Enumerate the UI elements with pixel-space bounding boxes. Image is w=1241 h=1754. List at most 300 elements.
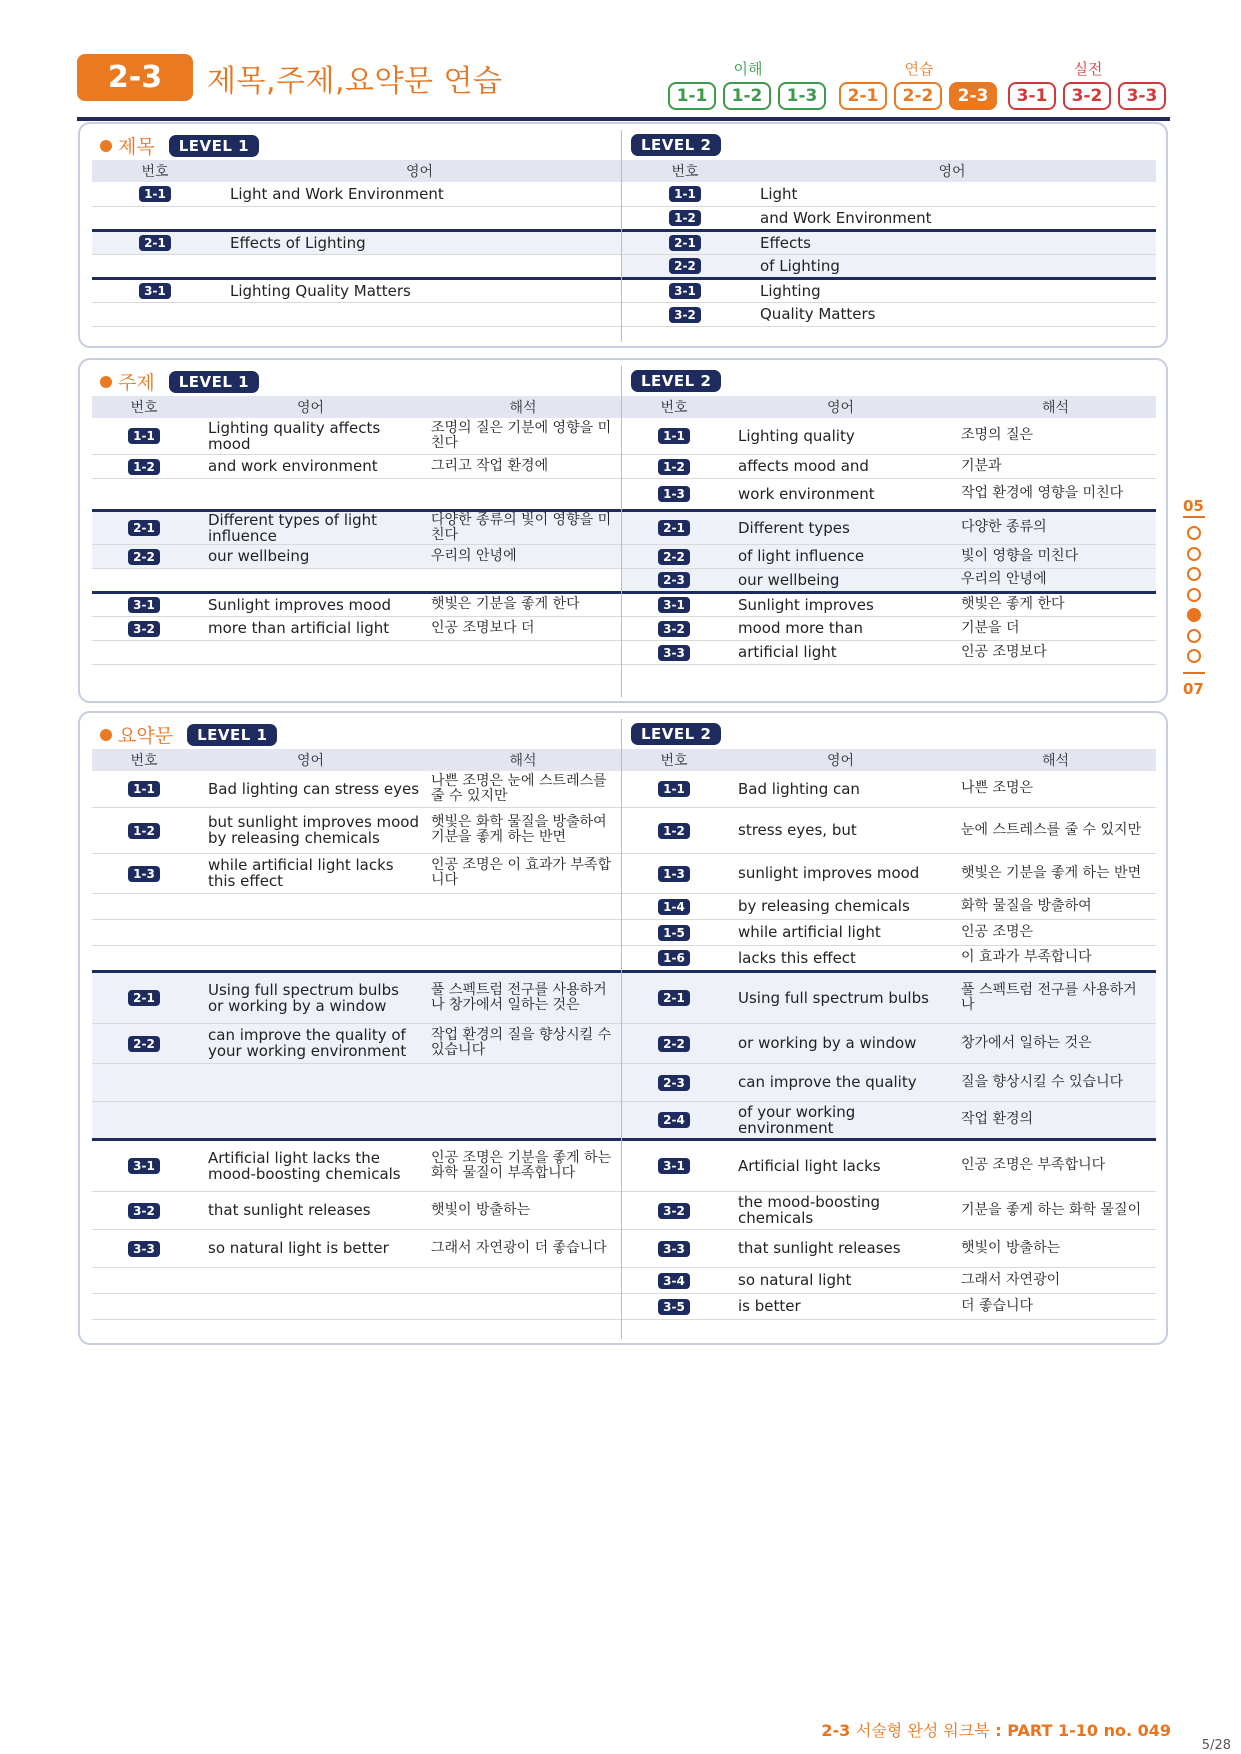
table-row — [92, 1267, 621, 1293]
row-number-badge: 2-1 — [669, 235, 701, 251]
korean-translation: 햇빛이 방출하는 — [425, 1191, 621, 1229]
table-row — [622, 640, 1156, 664]
korean-translation — [425, 1063, 621, 1101]
nav-tab-1-1[interactable]: 1-1 — [668, 82, 716, 110]
row-number-cell — [92, 893, 196, 919]
row-number-cell — [92, 418, 196, 454]
side-nav-bar — [1183, 516, 1205, 518]
english-text: our wellbeing — [196, 544, 425, 568]
english-text — [196, 945, 425, 971]
english-text: artificial light — [726, 640, 955, 664]
footer-part: : PART 1-10 no. 049 — [995, 1721, 1171, 1740]
row-number-cell — [92, 1023, 196, 1063]
korean-translation: 작업 환경의 — [955, 1101, 1156, 1139]
table-row — [622, 893, 1156, 919]
row-number-badge: 1-3 — [658, 866, 690, 882]
row-number-cell — [92, 771, 196, 807]
table-row — [622, 206, 1156, 230]
row-number-cell — [622, 1023, 726, 1063]
english-text: so natural light — [726, 1267, 955, 1293]
korean-translation: 인공 조명은 이 효과가 부족합니다 — [425, 853, 621, 893]
korean-translation — [425, 1101, 621, 1139]
row-number-badge: 1-6 — [658, 950, 690, 966]
english-text: work environment — [726, 478, 955, 510]
row-number-cell — [622, 302, 748, 326]
korean-translation: 기분을 좋게 하는 화학 물질이 — [955, 1191, 1156, 1229]
english-text — [218, 206, 621, 230]
table-row — [622, 616, 1156, 640]
english-text: of Lighting — [748, 254, 1156, 278]
korean-translation — [425, 1267, 621, 1293]
table-row — [622, 302, 1156, 326]
table-row — [622, 544, 1156, 568]
row-number-cell — [92, 1229, 196, 1267]
row-number-badge: 3-3 — [128, 1241, 160, 1257]
row-number-badge: 3-1 — [658, 597, 690, 613]
column-header-num: 번호 — [92, 749, 196, 771]
korean-translation: 더 좋습니다 — [955, 1293, 1156, 1319]
table-row — [622, 1101, 1156, 1139]
row-number-cell — [622, 1101, 726, 1139]
english-text — [196, 1267, 425, 1293]
row-number-badge: 2-1 — [658, 990, 690, 1006]
footer-label — [821, 1718, 1171, 1741]
footer-book: 서술형 완성 워크북 — [855, 1721, 990, 1740]
english-text: of light influence — [726, 544, 955, 568]
english-text: Bad lighting can — [726, 771, 955, 807]
english-text — [196, 893, 425, 919]
row-number-badge: 2-1 — [139, 235, 171, 251]
theme-level2-header — [631, 370, 721, 392]
table-row — [92, 616, 621, 640]
row-number-cell — [92, 919, 196, 945]
korean-translation: 우리의 안녕에 — [425, 544, 621, 568]
row-number-cell — [92, 544, 196, 568]
english-text: stress eyes, but — [726, 807, 955, 853]
table-row — [92, 544, 621, 568]
column-header-num: 번호 — [622, 160, 748, 182]
side-nav-start: 05 — [1183, 497, 1204, 515]
korean-translation: 이 효과가 부족합니다 — [955, 945, 1156, 971]
row-number-cell — [92, 278, 218, 302]
row-number-cell — [622, 592, 726, 616]
english-text: but sunlight improves mood by releasing chemicals — [196, 807, 425, 853]
row-number-badge: 1-1 — [139, 186, 171, 202]
row-number-badge: 1-2 — [669, 210, 701, 226]
row-number-cell — [92, 1191, 196, 1229]
table-row — [622, 1139, 1156, 1191]
summary-level2-table — [622, 749, 1156, 1320]
row-number-cell — [622, 1293, 726, 1319]
korean-translation: 작업 환경에 영향을 미친다 — [955, 478, 1156, 510]
row-number-badge: 3-1 — [669, 283, 701, 299]
bullet-icon — [100, 729, 112, 741]
level1-badge: LEVEL 1 — [169, 135, 259, 157]
column-header-en: 영어 — [196, 749, 425, 771]
nav-tab-3-3[interactable]: 3-3 — [1118, 82, 1166, 110]
column-header-en: 영어 — [748, 160, 1156, 182]
row-number-cell — [92, 568, 196, 592]
table-row — [622, 1023, 1156, 1063]
column-header-en: 영어 — [726, 749, 955, 771]
table-row — [92, 853, 621, 893]
row-number-badge: 2-3 — [658, 1075, 690, 1091]
row-number-badge: 1-3 — [128, 866, 160, 882]
row-number-badge: 2-3 — [658, 572, 690, 588]
korean-translation: 나쁜 조명은 — [955, 771, 1156, 807]
level2-badge: LEVEL 2 — [631, 723, 721, 745]
korean-translation: 햇빛은 화학 물질을 방출하여 기분을 좋게 하는 반면 — [425, 807, 621, 853]
side-nav-end: 07 — [1183, 680, 1204, 698]
row-number-cell — [622, 616, 726, 640]
column-header-num: 번호 — [92, 160, 218, 182]
nav-tab-1-2[interactable]: 1-2 — [723, 82, 771, 110]
korean-translation: 우리의 안녕에 — [955, 568, 1156, 592]
table-row — [92, 478, 621, 510]
korean-translation: 인공 조명은 부족합니다 — [955, 1139, 1156, 1191]
side-nav-dot — [1187, 629, 1201, 643]
korean-translation: 풀 스펙트럼 전구를 사용하거나 — [955, 971, 1156, 1023]
row-number-badge: 3-2 — [128, 1203, 160, 1219]
row-number-cell — [622, 640, 726, 664]
row-number-cell — [622, 454, 726, 478]
korean-translation: 풀 스펙트럼 전구를 사용하거나 창가에서 일하는 것은 — [425, 971, 621, 1023]
english-text: affects mood and — [726, 454, 955, 478]
nav-tab-3-1[interactable]: 3-1 — [1008, 82, 1056, 110]
nav-tab-2-3[interactable]: 2-3 — [949, 82, 997, 110]
english-text: Light — [748, 182, 1156, 206]
table-row — [92, 1101, 621, 1139]
row-number-cell — [622, 254, 748, 278]
row-number-badge: 3-5 — [658, 1299, 690, 1315]
column-header-ko: 해석 — [425, 396, 621, 418]
row-number-cell — [622, 1229, 726, 1267]
english-text: the mood-boosting chemicals — [726, 1191, 955, 1229]
english-text — [196, 568, 425, 592]
english-text: of your working environment — [726, 1101, 955, 1139]
korean-translation: 그래서 자연광이 — [955, 1267, 1156, 1293]
row-number-badge: 1-1 — [658, 428, 690, 444]
table-row — [92, 418, 621, 454]
row-number-cell — [92, 1139, 196, 1191]
korean-translation: 창가에서 일하는 것은 — [955, 1023, 1156, 1063]
row-number-cell — [92, 1101, 196, 1139]
english-text — [218, 254, 621, 278]
english-text: Lighting quality — [726, 418, 955, 454]
row-number-cell — [92, 971, 196, 1023]
table-row — [92, 1139, 621, 1191]
english-text: while artificial light — [726, 919, 955, 945]
side-nav-dot — [1187, 526, 1201, 540]
title-level2-table — [622, 160, 1156, 327]
row-number-cell — [92, 182, 218, 206]
level2-badge: LEVEL 2 — [631, 134, 721, 156]
row-number-badge: 2-2 — [128, 549, 160, 565]
english-text: by releasing chemicals — [726, 893, 955, 919]
english-text: and work environment — [196, 454, 425, 478]
table-row — [622, 592, 1156, 616]
row-number-cell — [92, 1267, 196, 1293]
english-text — [196, 1293, 425, 1319]
table-row — [92, 206, 621, 230]
korean-translation — [425, 568, 621, 592]
english-text: and Work Environment — [748, 206, 1156, 230]
english-text: or working by a window — [726, 1023, 955, 1063]
side-nav-dot — [1187, 588, 1201, 602]
theme-section — [78, 358, 1168, 703]
column-header-ko: 해석 — [955, 749, 1156, 771]
table-row — [622, 454, 1156, 478]
korean-translation: 다양한 종류의 — [955, 510, 1156, 544]
row-number-cell — [92, 616, 196, 640]
english-text: that sunlight releases — [726, 1229, 955, 1267]
table-row — [622, 230, 1156, 254]
korean-translation: 햇빛은 기분을 좋게 한다 — [425, 592, 621, 616]
korean-translation: 질을 향상시킬 수 있습니다 — [955, 1063, 1156, 1101]
korean-translation — [425, 919, 621, 945]
row-number-badge: 3-3 — [658, 1241, 690, 1257]
korean-translation: 햇빛이 방출하는 — [955, 1229, 1156, 1267]
row-number-cell — [622, 278, 748, 302]
table-row — [92, 971, 621, 1023]
table-row — [92, 1023, 621, 1063]
table-row — [622, 418, 1156, 454]
row-number-badge: 1-3 — [658, 486, 690, 502]
bullet-icon — [100, 376, 112, 388]
korean-translation: 기분과 — [955, 454, 1156, 478]
table-row — [92, 510, 621, 544]
english-text: Effects of Lighting — [218, 230, 621, 254]
row-number-badge: 1-4 — [658, 899, 690, 915]
table-row — [622, 1229, 1156, 1267]
english-text: Bad lighting can stress eyes — [196, 771, 425, 807]
table-row — [92, 1063, 621, 1101]
row-number-badge: 2-4 — [658, 1112, 690, 1128]
table-row — [92, 302, 621, 326]
row-number-cell — [92, 302, 218, 326]
row-number-badge: 2-2 — [658, 549, 690, 565]
column-header-num: 번호 — [622, 749, 726, 771]
table-row — [92, 230, 621, 254]
section-name: 제목 — [118, 136, 155, 158]
side-nav-dot — [1187, 649, 1201, 663]
row-number-cell — [622, 945, 726, 971]
korean-translation: 그리고 작업 환경에 — [425, 454, 621, 478]
table-row — [622, 853, 1156, 893]
table-row — [92, 568, 621, 592]
footer-code: 2-3 — [821, 1721, 851, 1740]
table-row — [92, 945, 621, 971]
column-header-en: 영어 — [726, 396, 955, 418]
row-number-badge: 3-1 — [139, 283, 171, 299]
korean-translation: 눈에 스트레스를 줄 수 있지만 — [955, 807, 1156, 853]
korean-translation: 조명의 질은 기분에 영향을 미친다 — [425, 418, 621, 454]
table-row — [622, 1191, 1156, 1229]
row-number-badge: 3-2 — [669, 307, 701, 323]
row-number-cell — [622, 418, 726, 454]
row-number-badge: 2-1 — [658, 520, 690, 536]
row-number-cell — [622, 182, 748, 206]
korean-translation: 햇빛은 좋게 한다 — [955, 592, 1156, 616]
table-row — [92, 254, 621, 278]
korean-translation: 나쁜 조명은 눈에 스트레스를 줄 수 있지만 — [425, 771, 621, 807]
table-row — [92, 1293, 621, 1319]
korean-translation: 인공 조명보다 — [955, 640, 1156, 664]
row-number-cell — [622, 568, 726, 592]
english-text: more than artificial light — [196, 616, 425, 640]
row-number-cell — [92, 945, 196, 971]
row-number-cell — [92, 478, 196, 510]
table-row — [622, 510, 1156, 544]
english-text — [196, 919, 425, 945]
row-number-cell — [92, 206, 218, 230]
english-text — [196, 1101, 425, 1139]
row-number-cell — [622, 919, 726, 945]
row-number-cell — [92, 510, 196, 544]
title-section — [78, 122, 1168, 348]
row-number-cell — [622, 1139, 726, 1191]
level1-badge: LEVEL 1 — [169, 371, 259, 393]
bullet-icon — [100, 140, 112, 152]
row-number-badge: 3-2 — [658, 1203, 690, 1219]
row-number-cell — [622, 971, 726, 1023]
english-text: while artificial light lacks this effect — [196, 853, 425, 893]
table-row — [622, 807, 1156, 853]
korean-translation: 인공 조명은 — [955, 919, 1156, 945]
row-number-cell — [622, 771, 726, 807]
korean-translation — [425, 893, 621, 919]
row-number-badge: 1-2 — [128, 823, 160, 839]
korean-translation: 다양한 종류의 빛이 영향을 미친다 — [425, 510, 621, 544]
row-number-badge: 2-2 — [669, 258, 701, 274]
english-text: Effects — [748, 230, 1156, 254]
english-text: Light and Work Environment — [218, 182, 621, 206]
column-header-en: 영어 — [218, 160, 621, 182]
table-row — [622, 919, 1156, 945]
title-section-header — [100, 132, 259, 159]
side-nav-dot — [1187, 608, 1201, 622]
table-row — [622, 254, 1156, 278]
row-number-cell — [622, 1267, 726, 1293]
english-text — [196, 640, 425, 664]
english-text: Lighting Quality Matters — [218, 278, 621, 302]
title-level2-header — [631, 134, 721, 156]
row-number-cell — [92, 230, 218, 254]
korean-translation: 기분을 더 — [955, 616, 1156, 640]
summary-section-header — [100, 721, 277, 748]
row-number-cell — [92, 1293, 196, 1319]
korean-translation: 조명의 질은 — [955, 418, 1156, 454]
row-number-cell — [622, 807, 726, 853]
summary-level1-table — [92, 749, 621, 1320]
english-text: Sunlight improves mood — [196, 592, 425, 616]
lesson-badge: 2-3 — [77, 54, 193, 101]
page-number: 5/28 — [1201, 1738, 1231, 1753]
english-text: Different types of light influence — [196, 510, 425, 544]
table-row — [92, 278, 621, 302]
english-text — [196, 478, 425, 510]
nav-tab-2-2[interactable]: 2-2 — [894, 82, 942, 110]
nav-tab-2-1[interactable]: 2-1 — [839, 82, 887, 110]
row-number-cell — [92, 254, 218, 278]
nav-tab-1-3[interactable]: 1-3 — [778, 82, 826, 110]
table-row — [622, 1293, 1156, 1319]
theme-section-header — [100, 368, 259, 395]
table-row — [92, 1229, 621, 1267]
row-number-cell — [92, 640, 196, 664]
table-row — [92, 1191, 621, 1229]
summary-section — [78, 711, 1168, 1345]
row-number-badge: 2-2 — [128, 1036, 160, 1052]
english-text: mood more than — [726, 616, 955, 640]
english-text: can improve the quality of your working environment — [196, 1023, 425, 1063]
korean-translation: 인공 조명보다 더 — [425, 616, 621, 640]
row-number-cell — [622, 893, 726, 919]
column-header-ko: 해석 — [425, 749, 621, 771]
row-number-cell — [92, 807, 196, 853]
summary-level2-header — [631, 723, 721, 745]
english-text: Using full spectrum bulbs or working by a window — [196, 971, 425, 1023]
row-number-cell — [622, 230, 748, 254]
english-text: our wellbeing — [726, 568, 955, 592]
title-level1-table — [92, 160, 621, 327]
table-row — [622, 182, 1156, 206]
level2-badge: LEVEL 2 — [631, 370, 721, 392]
korean-translation: 인공 조명은 기분을 좋게 하는 화학 물질이 부족합니다 — [425, 1139, 621, 1191]
row-number-badge: 3-1 — [128, 1158, 160, 1174]
theme-level2-table — [622, 396, 1156, 665]
korean-translation: 그래서 자연광이 더 좋습니다 — [425, 1229, 621, 1267]
korean-translation: 햇빛은 기분을 좋게 하는 반면 — [955, 853, 1156, 893]
english-text: Using full spectrum bulbs — [726, 971, 955, 1023]
row-number-badge: 3-3 — [658, 645, 690, 661]
english-text: Lighting quality affects mood — [196, 418, 425, 454]
table-row — [92, 640, 621, 664]
row-number-cell — [92, 592, 196, 616]
row-number-badge: 2-1 — [128, 990, 160, 1006]
theme-level1-table — [92, 396, 621, 665]
english-text: that sunlight releases — [196, 1191, 425, 1229]
table-row — [622, 971, 1156, 1023]
english-text: sunlight improves mood — [726, 853, 955, 893]
column-header-ko: 해석 — [955, 396, 1156, 418]
nav-tab-3-2[interactable]: 3-2 — [1063, 82, 1111, 110]
english-text: Sunlight improves — [726, 592, 955, 616]
english-text: Different types — [726, 510, 955, 544]
column-header-en: 영어 — [196, 396, 425, 418]
table-row — [92, 919, 621, 945]
english-text: Lighting — [748, 278, 1156, 302]
row-number-badge: 1-1 — [128, 428, 160, 444]
side-nav-dot — [1187, 567, 1201, 581]
row-number-badge: 3-1 — [128, 597, 160, 613]
english-text: Artificial light lacks — [726, 1139, 955, 1191]
table-row — [92, 771, 621, 807]
table-row — [622, 771, 1156, 807]
table-row — [92, 592, 621, 616]
korean-translation — [425, 945, 621, 971]
row-number-badge: 3-2 — [128, 621, 160, 637]
row-number-badge: 1-5 — [658, 925, 690, 941]
table-row — [622, 945, 1156, 971]
english-text: is better — [726, 1293, 955, 1319]
row-number-badge: 1-1 — [669, 186, 701, 202]
column-header-num: 번호 — [92, 396, 196, 418]
korean-translation: 작업 환경의 질을 향상시킬 수 있습니다 — [425, 1023, 621, 1063]
row-number-cell — [92, 853, 196, 893]
level1-badge: LEVEL 1 — [187, 724, 277, 746]
row-number-cell — [622, 1063, 726, 1101]
